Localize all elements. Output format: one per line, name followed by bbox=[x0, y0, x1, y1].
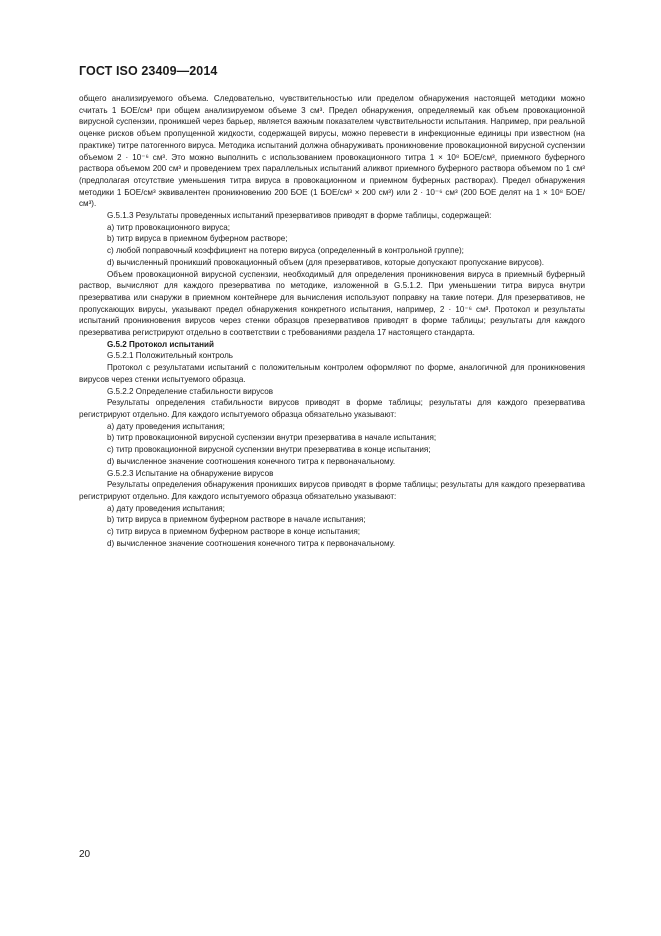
section-heading: G.5.1.3 Результаты проведенных испытаний презервативов приводят в форме таблицы, содержащей: bbox=[107, 211, 492, 221]
list-item: a) дату проведения испытания; bbox=[107, 503, 225, 513]
subsection-heading: G.5.2.3 Испытание на обнаружение вирусов bbox=[107, 468, 274, 478]
subsection-heading: G.5.2.2 Определение стабильности вирусов bbox=[107, 386, 274, 396]
list-item: b) титр вируса в приемном буферном растворе в начале испытания; bbox=[107, 515, 366, 525]
list-item: a) титр провокационного вируса; bbox=[107, 222, 231, 232]
list-item: d) вычисленное значение соотношения конечного титра к первоначальному. bbox=[107, 456, 396, 466]
paragraph: общего анализируемого объема. Следовательно, чувствительностью или пределом обнаружения настоящей методики можно считать 1 БОЕ/см³ при общем анализируемом объеме 3 см³. Предел обнаружения, определяемый как объем провокационной вирусной суспензии, проникшей через барьер, является важным показателем чувствительности испытания. Например, при реальной оценке рисков объем пропущенной жидкости, содержащей вирусы, можно перевести в инфекционные единицы при известном (на практике) титре патогенного вируса. Методика испытаний должна обнаруживать проникновение провокационной вирусной суспензии объемом 2 · 10⁻⁶ см³. Это можно выполнить с использованием провокационного титра 1 × 10⁸ БОЕ/см³, приемного буферного раствора объемом 200 см³ и проведением трех параллельных испытаний аликвот приемного буферного раствора объемом по 1 см³ (предполагая отсутствие уменьшения титра вируса в провокационном и приемном буферных растворах). Предел обнаружения методики 1 БОЕ/см³ эквивалентен проникновению 200 БОЕ (1 БОЕ/см³ × 200 см³) или 2 · 10⁻⁶ см³ (200 БОЕ делят на 1 × 10⁸ БОЕ/см³). bbox=[79, 94, 585, 209]
list-item: c) любой поправочный коэффициент на потерю вируса (определенный в контрольной группе); bbox=[107, 246, 464, 256]
list-item: c) титр провокационной вирусной суспензии внутри презерватива в конце испытания; bbox=[107, 445, 431, 455]
list-item: b) титр провокационной вирусной суспензии внутри презерватива в начале испытания; bbox=[107, 433, 437, 443]
paragraph: Объем провокационной вирусной суспензии, необходимый для определения проникновения вируса в приемный буферный раствор, вычисляют для каждого презерватива по методике, изложенной в G.5.1.2. При уменьшении титра вируса внутри презерватива или снаружи в приемном контейнере для вычисления используют поправку на такие потери. Для презервативов, не пропускающих вирусы, указывают предел обнаружения конкретного испытания, например, 2 · 10⁻⁶ см³. Протокол и результаты испытаний проникновения вирусов через стенки образцов презервативов приводят в форме таблицы; результаты для каждого презерватива регистрируют отдельно в соответствии с требованиями раздела 17 настоящего стандарта. bbox=[79, 269, 585, 338]
subsection-heading: G.5.2.1 Положительный контроль bbox=[107, 351, 234, 361]
page-number: 20 bbox=[79, 849, 91, 860]
paragraph: Протокол с результатами испытаний с положительным контролем оформляют по форме, аналогичной для проникновения вирусов через стенки испытуемого образца. bbox=[79, 363, 585, 384]
list-item: b) титр вируса в приемном буферном растворе; bbox=[107, 234, 288, 244]
list-item: d) вычисленный проникший провокационный объем (для презервативов, которые допускают пропускание вирусов). bbox=[107, 257, 545, 267]
paragraph: Результаты определения обнаружения проникших вирусов приводят в форме таблицы; результаты для каждого презерватива регистрируют отдельно. Для каждого испытуемого образца обязательно указывают: bbox=[79, 480, 585, 501]
section-heading: G.5.2 Протокол испытаний bbox=[107, 339, 215, 349]
document-body bbox=[79, 93, 585, 549]
list-item: d) вычисленное значение соотношения конечного титра к первоначальному. bbox=[107, 538, 396, 548]
list-item: c) титр вируса в приемном буферном растворе в конце испытания; bbox=[107, 527, 360, 537]
list-item: a) дату проведения испытания; bbox=[107, 421, 225, 431]
document-header: ГОСТ ISO 23409—2014 bbox=[79, 64, 218, 78]
paragraph: Результаты определения стабильности вирусов приводят в форме таблицы; результаты для каждого презерватива регистрируют отдельно. Для каждого испытуемого образца обязательно указывают: bbox=[79, 398, 585, 419]
